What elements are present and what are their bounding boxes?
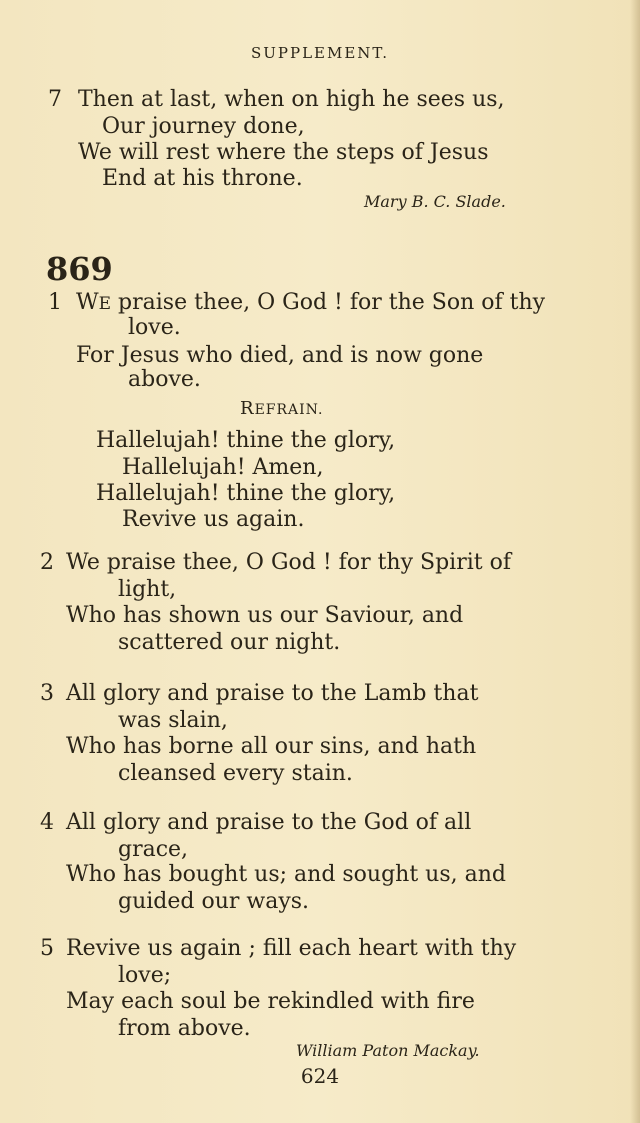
refrain-line: Hallelujah! Amen, [122, 455, 324, 480]
verse-number: 4 [40, 810, 54, 835]
author-attribution: Mary B. C. Slade. [364, 192, 506, 211]
verse-line: was slain, [118, 708, 228, 733]
verse-line: Our journey done, [102, 114, 305, 139]
verse-line: For Jesus who died, and is now gone [76, 343, 484, 368]
verse-line: WE praise thee, O God ! for the Son of thy [76, 290, 546, 315]
verse-line: Who has shown us our Saviour, and [66, 603, 464, 628]
running-header: SUPPLEMENT. [250, 44, 389, 62]
verse-line: grace, [118, 837, 189, 862]
verse-line: cleansed every stain. [118, 761, 353, 786]
verse-line: light, [118, 577, 177, 602]
verse-line: All glory and praise to the God of all [66, 810, 472, 835]
hymn-number: 869 [46, 250, 113, 288]
verse-line: above. [128, 367, 201, 392]
verse-line: Who has borne all our sins, and hath [66, 734, 477, 759]
verse-number: 7 [48, 87, 62, 112]
verse-line: Who has bought us; and sought us, and [66, 862, 506, 887]
verse-line: guided our ways. [118, 889, 310, 914]
refrain-line: Hallelujah! thine the glory, [96, 481, 396, 506]
page-number: 624 [300, 1064, 340, 1088]
refrain-line: Revive us again. [122, 507, 305, 532]
verse-line: We will rest where the steps of Jesus [78, 140, 489, 165]
verse-number: 3 [40, 681, 54, 706]
verse-line: Revive us again ; fill each heart with thy [66, 936, 517, 961]
verse-line: End at his throne. [102, 166, 303, 191]
page-edge-shadow [630, 0, 640, 1123]
verse-number: 5 [40, 936, 54, 961]
verse-number: 1 [48, 290, 62, 315]
verse-line: May each soul be rekindled with fire [66, 989, 475, 1014]
verse-line: love; [118, 963, 172, 988]
refrain-line: Hallelujah! thine the glory, [96, 428, 396, 453]
verse-line: We praise thee, O God ! for thy Spirit of [66, 550, 511, 575]
verse-line: Then at last, when on high he sees us, [78, 87, 505, 112]
verse-line: from above. [118, 1016, 251, 1041]
author-attribution: William Paton Mackay. [296, 1041, 480, 1060]
verse-number: 2 [40, 550, 54, 575]
verse-line: love. [128, 315, 181, 340]
verse-line: scattered our night. [118, 630, 341, 655]
refrain-heading: REFRAIN. [240, 398, 324, 419]
verse-line: All glory and praise to the Lamb that [66, 681, 479, 706]
